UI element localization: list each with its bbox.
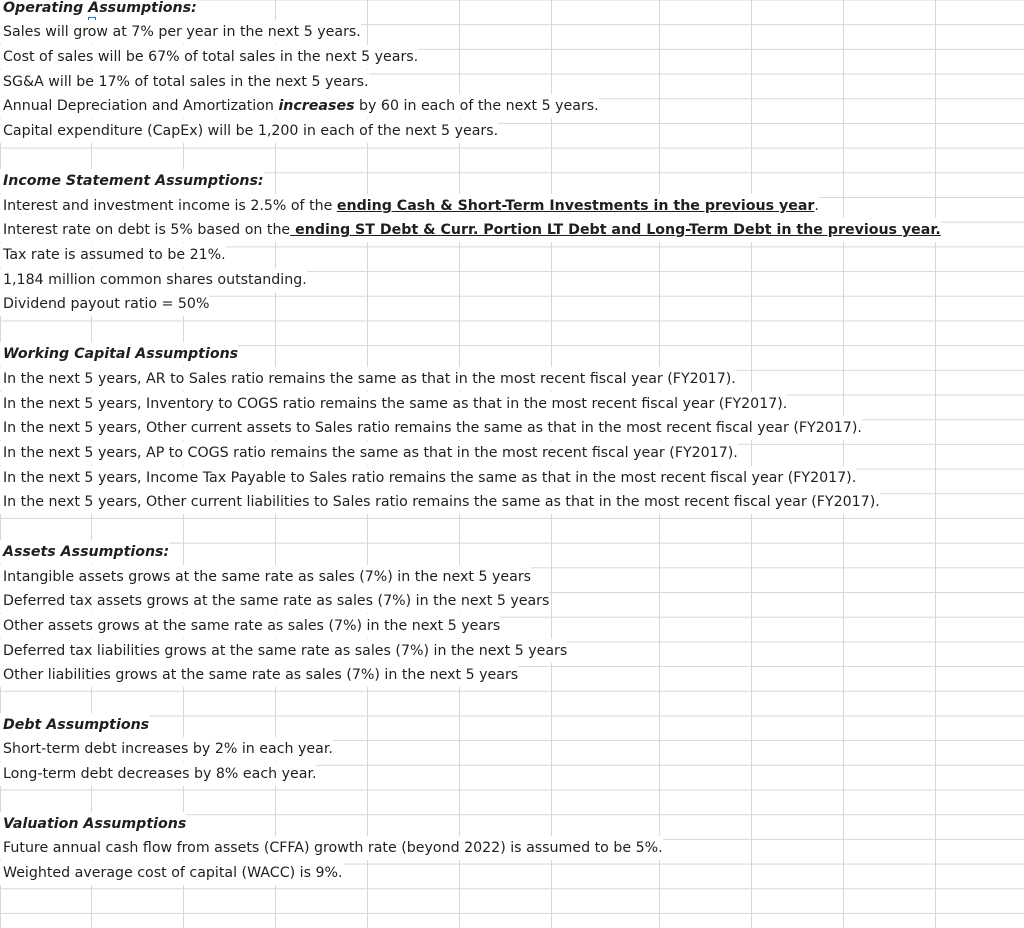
interest-suffix: . [814, 198, 819, 214]
operating-depreciation-line[interactable] [0, 94, 599, 118]
income-dividend-line[interactable]: Dividend payout ratio = 50% [0, 292, 209, 316]
assets-line[interactable]: Other liabilities grows at the same rate as sales (7%) in the next 5 years [0, 663, 518, 687]
operating-line[interactable]: Sales will grow at 7% per year in the next 5 years. [0, 20, 361, 44]
working-capital-line[interactable]: In the next 5 years, Inventory to COGS ratio remains the same as that in the most recent fiscal year (FY2017). [0, 392, 787, 416]
working-capital-line[interactable]: In the next 5 years, AP to COGS ratio remains the same as that in the most recent fiscal year (FY2017). [0, 441, 738, 465]
dep-emphasis: increases [278, 98, 355, 114]
income-interest-line[interactable] [0, 194, 819, 218]
dep-suffix: by 60 in each of the next 5 years. [354, 98, 599, 114]
debt-prefix: Interest rate on debt is 5% based on the [3, 222, 291, 238]
working-capital-line[interactable]: In the next 5 years, Other current assets to Sales ratio remains the same as that in the most recent fiscal year (FY2017). [0, 416, 862, 440]
operating-capex-line[interactable]: Capital expenditure (CapEx) will be 1,200 in each of the next 5 years. [0, 119, 498, 143]
assets-line[interactable]: Intangible assets grows at the same rate as sales (7%) in the next 5 years [0, 565, 531, 589]
debt-line[interactable]: Short-term debt increases by 2% in each year. [0, 737, 333, 761]
interest-underlined: ending Cash & Short-Term Investments in the previous year [336, 198, 815, 214]
debt-line[interactable]: Long-term debt decreases by 8% each year. [0, 762, 316, 786]
income-shares-line[interactable]: 1,184 million common shares outstanding. [0, 268, 307, 292]
debt-underlined: ending ST Debt & Curr. Portion LT Debt and Long-Term Debt in the previous year. [290, 222, 941, 238]
operating-line[interactable]: SG&A will be 17% of total sales in the next 5 years. [0, 70, 369, 94]
operating-header-part1: Operating [3, 0, 89, 16]
assets-line[interactable]: Deferred tax liabilities grows at the same rate as sales (7%) in the next 5 years [0, 639, 567, 663]
assets-line[interactable]: Other assets grows at the same rate as sales (7%) in the next 5 years [0, 614, 500, 638]
valuation-line[interactable]: Future annual cash flow from assets (CFFA) growth rate (beyond 2022) is assumed to be 5%. [0, 836, 663, 860]
operating-assumptions-header[interactable] [0, 0, 197, 20]
working-capital-header[interactable]: Working Capital Assumptions [0, 342, 238, 366]
income-tax-line[interactable]: Tax rate is assumed to be 21%. [0, 243, 226, 267]
working-capital-line[interactable]: In the next 5 years, Other current liabilities to Sales ratio remains the same as that in the most recent fiscal year (FY2017). [0, 490, 880, 514]
working-capital-line[interactable]: In the next 5 years, Income Tax Payable to Sales ratio remains the same as that in the most recent fiscal year (FY2017). [0, 466, 856, 490]
valuation-assumptions-header[interactable]: Valuation Assumptions [0, 812, 186, 836]
column-divider [843, 0, 844, 928]
income-debt-rate-line[interactable] [0, 218, 941, 242]
operating-line[interactable]: Cost of sales will be 67% of total sales in the next 5 years. [0, 45, 418, 69]
income-statement-header[interactable]: Income Statement Assumptions: [0, 169, 264, 193]
valuation-line[interactable]: Weighted average cost of capital (WACC) is 9%. [0, 861, 343, 885]
column-divider [935, 0, 936, 928]
column-divider [751, 0, 752, 928]
interest-prefix: Interest and investment income is 2.5% of the [3, 198, 337, 214]
assets-line[interactable]: Deferred tax assets grows at the same rate as sales (7%) in the next 5 years [0, 589, 549, 613]
debt-assumptions-header[interactable]: Debt Assumptions [0, 713, 149, 737]
dep-prefix: Annual Depreciation and Amortization [3, 98, 279, 114]
assets-assumptions-header[interactable]: Assets Assumptions: [0, 540, 169, 564]
operating-header-part2: Assumptions: [88, 0, 197, 16]
working-capital-line[interactable]: In the next 5 years, AR to Sales ratio remains the same as that in the most recent fiscal year (FY2017). [0, 367, 736, 391]
